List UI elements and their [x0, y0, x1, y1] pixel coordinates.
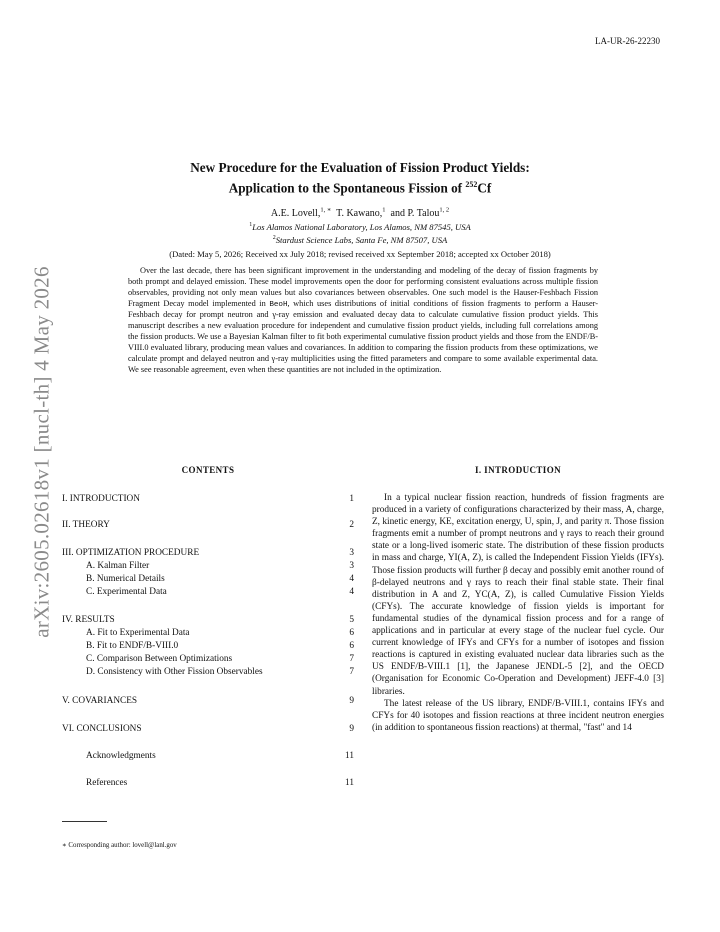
- toc-label: A. Fit to Experimental Data: [86, 628, 190, 638]
- toc-label: B. Fit to ENDF/B-VIII.0: [86, 641, 179, 651]
- author-affil-mark: 1: [382, 207, 386, 214]
- author-name: and P. Talou: [390, 208, 440, 220]
- isotope-symbol: Cf: [477, 180, 492, 196]
- toc-label: Acknowledgments: [86, 751, 156, 761]
- author-name: T. Kawano,: [336, 208, 383, 220]
- toc-page: 7: [349, 654, 354, 664]
- affiliation-1: [0, 222, 720, 232]
- introduction-paragraph-2: The latest release of the US library, ENDF/B-VIII.1, contains IFYs and CFYs for 40 isotopes and fission reactions at three incident neutron energies (in addition to spontaneous fission reactions) at thermal, "fast" and 14: [372, 698, 664, 733]
- toc-page: 2: [349, 520, 354, 530]
- toc-label: I. INTRODUCTION: [62, 494, 140, 504]
- toc-entry[interactable]: [62, 547, 354, 560]
- toc-label: V. COVARIANCES: [62, 696, 138, 706]
- arxiv-stamp: arXiv:2605.02618v1 [nucl-th] 4 May 2026: [29, 266, 54, 638]
- isotope-mass-number: 252: [465, 180, 478, 189]
- toc-page: 3: [349, 548, 354, 558]
- abstract: [128, 266, 598, 375]
- toc-entry[interactable]: [62, 640, 354, 653]
- affiliation-2: [0, 235, 720, 245]
- title-line-1: New Procedure for the Evaluation of Fission Product Yields:: [190, 160, 530, 175]
- author-kawano: [336, 208, 385, 219]
- toc-label: D. Consistency with Other Fission Observables: [86, 667, 263, 677]
- toc-label: C. Experimental Data: [86, 587, 167, 597]
- code-name: BeoH: [269, 300, 288, 309]
- toc-entry[interactable]: [62, 723, 354, 736]
- toc-label: B. Numerical Details: [86, 574, 165, 584]
- paper-title: [0, 159, 720, 196]
- toc-page: 6: [349, 641, 354, 651]
- toc-label: IV. RESULTS: [62, 615, 115, 625]
- toc-entry[interactable]: [62, 653, 354, 666]
- toc-page: 11: [345, 751, 354, 761]
- toc-page: 7: [349, 667, 354, 677]
- affiliation-text: Los Alamos National Laboratory, Los Alamos, NM 87545, USA: [252, 222, 471, 232]
- toc-label: C. Comparison Between Optimizations: [86, 654, 233, 664]
- footnote-rule: [62, 821, 107, 822]
- toc-entry[interactable]: [62, 627, 354, 640]
- toc-label: III. OPTIMIZATION PROCEDURE: [62, 548, 200, 558]
- introduction-paragraph-1: In a typical nuclear fission reaction, hundreds of fission fragments are produced in a variety of configurations characterized by their mass, A, charge, Z, kinetic energy, KE, excitation energy, U, spin, J, and parity π. Those fission fragments emit a number of prompt neutrons and γ rays to reach their ground state or a long-lived isomeric state. The distribution of these fission products in mass and charge, YI(A, Z), is called the Independent Fission Yields (IFYs). Those fission products will further β decay and possibly emit another round of β-delayed neutrons and γ rays to reach their final stable state. Their final distribution in A and Z, YC(A, Z), is called Cumulative Fission Yields (CFYs). The accurate knowledge of fission yields is important for fundamental studies of the dynamical fission process and for a range of applications and in particular at every stage of the nuclear fuel cycle. Our current knowledge of IFYs and CFYs for a number of isotopes and fission reactions is captured in existing evaluated nuclear data libraries such as the US ENDF/B-VIII.1 [1], the Japanese JENDL-5 [2], and the OECD (Organisation for Economic Co-Operation and Development) JEFF-4.0 [3] libraries.: [372, 493, 664, 697]
- toc-label: II. THEORY: [62, 520, 110, 530]
- toc-page: 9: [349, 724, 354, 734]
- title-line-2: [0, 176, 720, 196]
- introduction-text: [372, 492, 664, 734]
- author-affil-mark: 1, ∗: [320, 207, 332, 214]
- toc-page: 4: [349, 574, 354, 584]
- toc-entry[interactable]: [62, 695, 354, 708]
- contents-heading: CONTENTS: [181, 465, 235, 475]
- author-list: [0, 206, 720, 219]
- dated-line: (Dated: May 5, 2026; Received xx July 2018; revised received xx September 2018; accepted xx October 2018): [169, 249, 551, 259]
- author-talou: [391, 208, 450, 219]
- toc-label: VI. CONCLUSIONS: [62, 724, 142, 734]
- toc-entry[interactable]: [62, 777, 354, 790]
- toc-page: 9: [349, 696, 354, 706]
- introduction-heading: I. INTRODUCTION: [474, 465, 561, 475]
- toc-page: 4: [349, 587, 354, 597]
- toc-entry[interactable]: [62, 560, 354, 573]
- footnote-corresponding-author: ∗ Corresponding author: lovell@lanl.gov: [62, 842, 177, 849]
- toc-page: 1: [349, 494, 354, 504]
- toc-page: 11: [345, 778, 354, 788]
- author-affil-mark: 1, 2: [439, 207, 450, 214]
- author-name: A.E. Lovell,: [270, 208, 321, 220]
- toc-entry[interactable]: [62, 519, 354, 532]
- toc-label: A. Kalman Filter: [86, 561, 150, 571]
- title-line-2-text: Application to the Spontaneous Fission of: [228, 180, 466, 196]
- toc-entry[interactable]: [62, 586, 354, 599]
- toc-entry[interactable]: [62, 750, 354, 763]
- author-lovell: [271, 208, 331, 219]
- abstract-text-2: , which uses distributions of initial conditions of fission fragments to perform a Hauser-Feshbach decay for prompt neutron and γ-ray emission and evaluated decay data to calculate cumulative fission product yields. This manuscript describes a new evaluation procedure for independent and cumulative fission product yields, including full correlations among the fission products. We use a Bayesian Kalman filter to fit both experimental cumulative fission product yields and those from the ENDF/B-VIII.0 evaluated library, producing mean values and covariances. In addition to comparing the fission products from these optimizations, we calculate prompt and delayed neutron and γ-ray multiplicities using the fitted parameters and compare to some available experimental data. We see reasonable agreement, even when these quantities are not included in the optimization.: [128, 298, 598, 374]
- affiliation-text: Stardust Science Labs, Santa Fe, NM 87507, USA: [275, 235, 448, 245]
- toc-page: 5: [349, 615, 354, 625]
- toc-entry[interactable]: [62, 573, 354, 586]
- abstract-text-1: Over the last decade, there has been significant improvement in the understanding and modeling of the decay of fission fragments by both prompt and delayed emission. These model improvements open the door for performing consistent evaluations across multiple fission observables, providing not only mean values but also covariances between observables. One such model is the Hauser-Feshbach Fission Fragment Decay model implemented in: [128, 266, 598, 308]
- toc-entry[interactable]: [62, 666, 354, 679]
- affiliation-number: 2: [272, 235, 276, 242]
- affiliation-number: 1: [249, 222, 253, 229]
- toc-entry[interactable]: [62, 614, 354, 627]
- toc-label: References: [86, 778, 128, 788]
- report-number: LA-UR-26-22230: [595, 36, 660, 46]
- toc-entry[interactable]: [62, 493, 354, 506]
- toc-page: 6: [349, 628, 354, 638]
- toc-page: 3: [349, 561, 354, 571]
